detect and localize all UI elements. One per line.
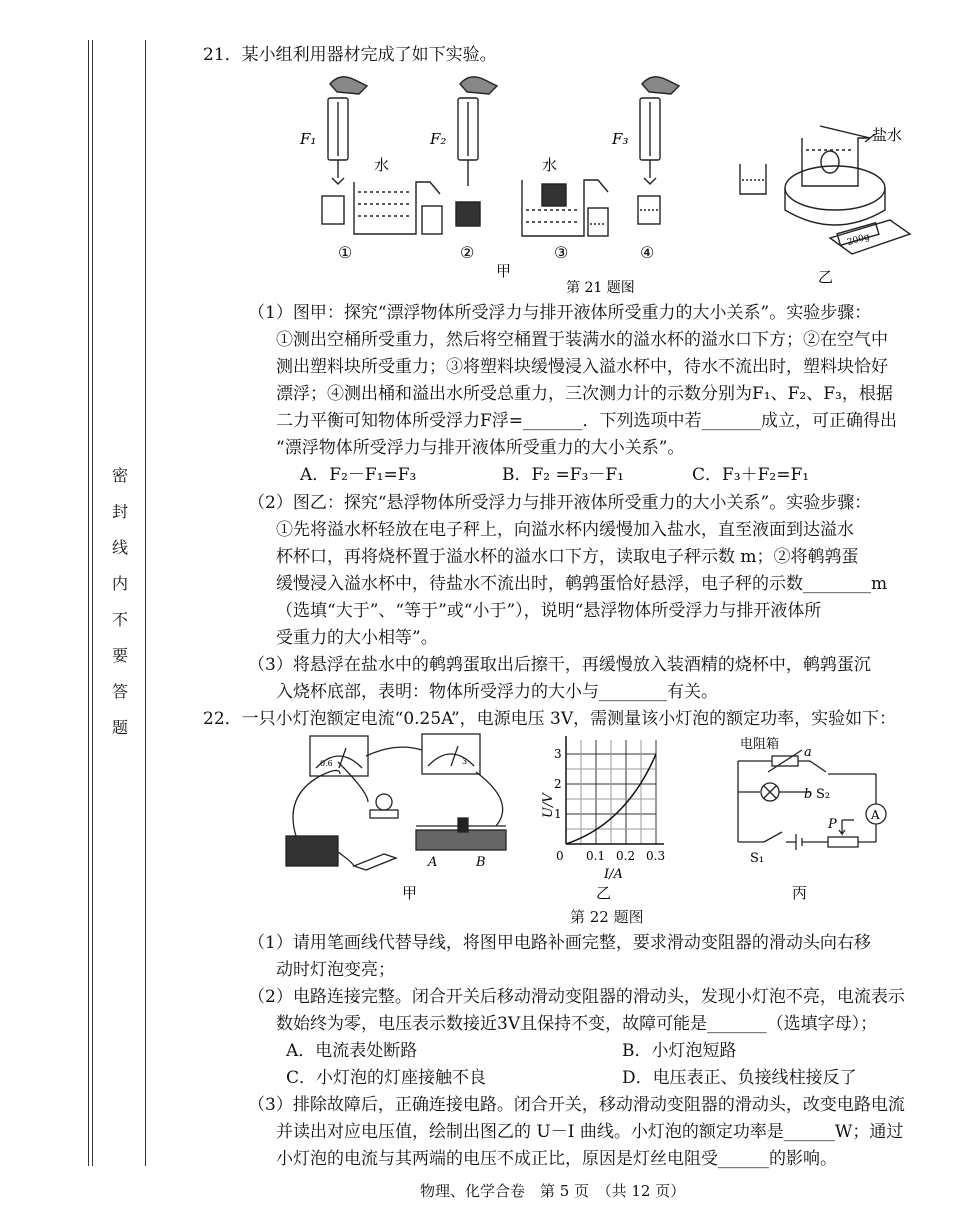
- q22-p1-line2: 动时灯泡变亮；: [276, 960, 395, 980]
- label-a: a: [804, 745, 812, 760]
- label-f2: F₂: [430, 130, 447, 148]
- label-water-1: 水: [374, 156, 390, 174]
- q21-p3-line1: （3）将悬浮在盐水中的鹌鹑蛋取出后擦干，再缓慢放入装酒精的烧杯中，鹌鹑蛋沉: [248, 655, 871, 675]
- q21-caption: 第 21 题图: [566, 280, 635, 295]
- binding-line: [88, 40, 89, 1166]
- x-tick-2: 0.2: [616, 849, 636, 863]
- q22-p3-line1: （3）排除故障后，正确连接电路。闭合开关，移动滑动变阻器的滑动头，改变电路电流: [248, 1095, 905, 1115]
- voltmeter-scale: 3: [462, 757, 468, 766]
- q22-p3-line2: 并读出对应电压值，绘制出图乙的 U－I 曲线。小灯泡的额定功率是______W；通过: [276, 1122, 904, 1142]
- q21-figure: [290, 70, 930, 295]
- label-jia: 甲: [402, 884, 418, 902]
- graph-xlabel: I/A: [604, 867, 623, 882]
- label-s2: S₂: [816, 787, 831, 802]
- ammeter-scale: 0.6: [320, 759, 333, 768]
- q21-p1-line2: ①测出空桶所受重力，然后将空桶置于装满水的溢水杯的溢水口下方；②在空气中: [276, 330, 888, 350]
- label-b: b: [804, 787, 813, 802]
- label-ammeter: A: [871, 808, 880, 822]
- label-1: ①: [338, 243, 353, 262]
- q22-figure-jia: [276, 732, 526, 904]
- page-footer: 物理、化学合卷 第 5 页 （共 12 页）: [420, 1182, 686, 1200]
- q21-p1-line4: 漂浮；④测出桶和溢出水所受总重力，三次测力计的示数分别为F₁、F₂、F₃，根据: [276, 384, 893, 404]
- q22-p2-line2: 数始终为零，电压表示数接近3V且保持不变，故障可能是_______（选填字母）；: [276, 1014, 878, 1034]
- label-f1: F₁: [300, 130, 317, 148]
- label-s1: S₁: [750, 851, 765, 866]
- label-3: ③: [554, 243, 569, 262]
- q22-p1-line1: （1）请用笔画线代替导线，将图甲电路补画完整，要求滑动变阻器的滑动头向右移: [248, 933, 871, 953]
- q22-option-a: A．电流表处断路: [286, 1041, 418, 1061]
- label-jia: 甲: [496, 262, 512, 280]
- binding-line: [92, 40, 93, 1166]
- q21-p3-line2: 入烧杯底部，表明：物体所受浮力的大小与________有关。: [276, 682, 718, 702]
- seal-notice: 密 封 线 内 不 要 答 题: [111, 466, 128, 737]
- q21-p2-line4: 缓慢浸入溢水杯中，待盐水不流出时，鹌鹑蛋恰好悬浮，电子秤的示数________m: [276, 574, 888, 594]
- x-tick-3: 0.3: [646, 849, 666, 863]
- q21-p1-line1: （1）图甲：探究“漂浮物体所受浮力与排开液体所受重力的大小关系”。实验步骤：: [248, 303, 872, 323]
- y-tick-2: 2: [554, 777, 562, 791]
- label-yi: 乙: [596, 884, 612, 902]
- label-salt-water: 盐水: [872, 126, 903, 144]
- q21-stem: 21．某小组利用器材完成了如下实验。: [203, 45, 497, 65]
- label-f3: F₃: [612, 130, 629, 148]
- q21-p1-line3: 测出塑料块所受重力；③将塑料块缓慢浸入溢水杯中，待水不流出时，塑料块恰好: [276, 357, 888, 377]
- q21-p1-line5: 二力平衡可知物体所受浮力F浮=_______．下列选项中若_______成立，可正确得出: [276, 411, 898, 431]
- x-tick-0: 0: [556, 849, 564, 863]
- terminal-b: B: [476, 855, 486, 870]
- scale-reading: 200g: [846, 232, 872, 248]
- q21-p2-line1: （2）图乙：探究“悬浮物体所受浮力与排开液体所受重力的大小关系”。实验步骤：: [248, 493, 872, 513]
- q21-p1-line6: “漂浮物体所受浮力与排开液体所受重力的大小关系”。: [276, 438, 685, 458]
- q22-p2-line1: （2）电路连接完整。闭合开关后移动滑动变阻器的滑动头，发现小灯泡不亮，电流表示: [248, 987, 905, 1007]
- q21-p2-line6: 受重力的大小相等”。: [276, 628, 438, 648]
- q21-p2-line2: ①先将溢水杯轻放在电子秤上，向溢水杯内缓慢加入盐水，直至液面到达溢水: [276, 520, 854, 540]
- q22-figure-yi: [530, 732, 695, 904]
- label-water-2: 水: [542, 156, 558, 174]
- label-p: P: [828, 817, 837, 832]
- label-yi: 乙: [818, 268, 834, 286]
- q22-p3-line3: 小灯泡的电流与其两端的电压不成正比，原因是灯丝电阻受______的影响。: [276, 1149, 837, 1169]
- label-2: ②: [460, 243, 475, 262]
- q22-stem: 22．一只小灯泡额定电流“0.25A”，电源电压 3V，需测量该小灯泡的额定功率，实验如下：: [203, 709, 897, 729]
- q22-figure-bing: [730, 732, 890, 904]
- q22-caption: 第 22 题图: [570, 908, 644, 926]
- q22-option-c: C．小灯泡的灯座接触不良: [286, 1068, 487, 1088]
- y-tick-1: 1: [554, 807, 562, 821]
- label-4: ④: [640, 243, 655, 262]
- y-tick-3: 3: [554, 747, 562, 761]
- q21-p2-line3: 杯杯口，再将烧杯置于溢水杯的溢水口下方，读取电子秤示数 m；②将鹌鹑蛋: [276, 547, 859, 567]
- q21-option-a: A．F₂－F₁=F₃: [300, 465, 417, 485]
- x-tick-1: 0.1: [586, 849, 606, 863]
- terminal-a: A: [428, 855, 438, 870]
- q21-option-c: C．F₃＋F₂=F₁: [692, 465, 810, 485]
- q22-option-b: B．小灯泡短路: [622, 1041, 737, 1061]
- q21-option-b: B．F₂ =F₃－F₁: [502, 465, 624, 485]
- q22-option-d: D．电压表正、负接线柱接反了: [622, 1068, 857, 1088]
- label-resistor-box: 电阻箱: [740, 737, 780, 752]
- binding-line: [145, 40, 146, 1166]
- label-bing: 丙: [792, 884, 808, 902]
- graph-ylabel: U/V: [541, 793, 556, 818]
- q21-p2-line5: （选填“大于”、“等于”或“小于”），说明“悬浮物体所受浮力与排开液体所: [276, 601, 822, 621]
